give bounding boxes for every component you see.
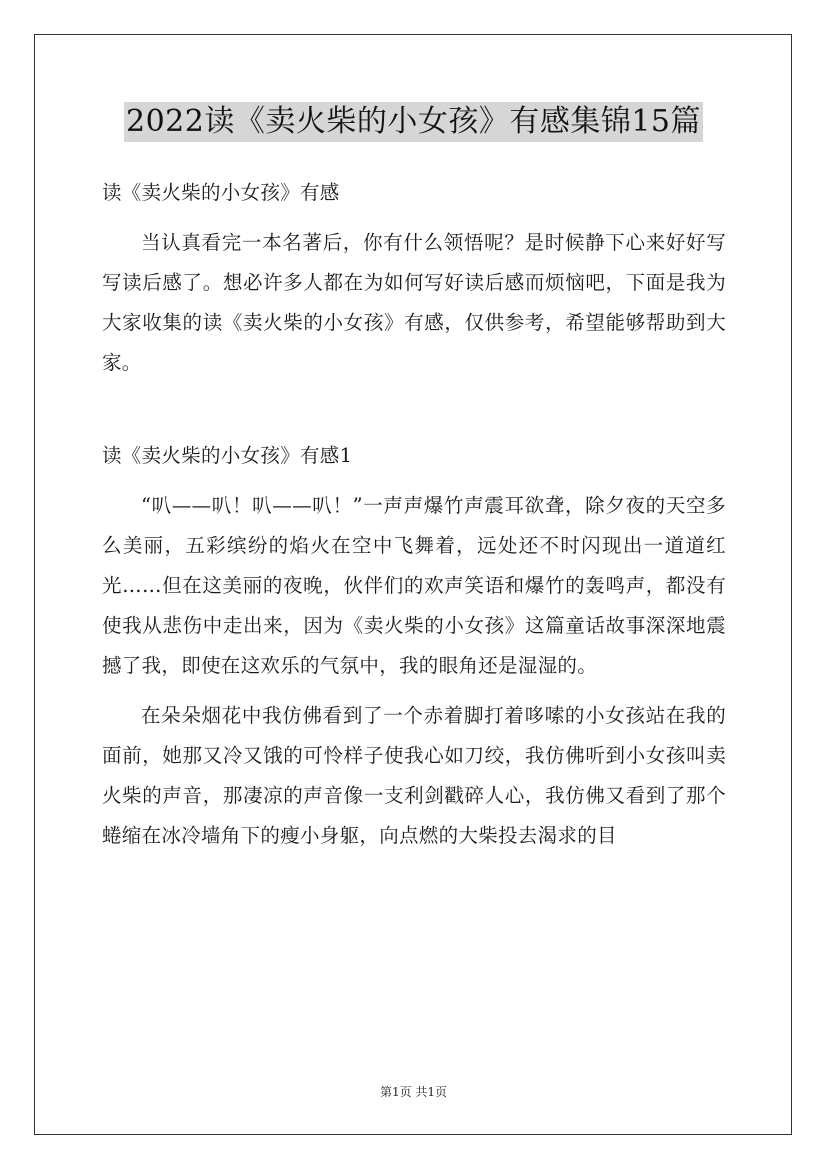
document-title: 2022读《卖火柴的小女孩》有感集锦15篇 xyxy=(124,102,703,142)
page-footer xyxy=(0,1083,827,1100)
section1-heading: 读《卖火柴的小女孩》有感1 xyxy=(102,444,353,467)
spacer xyxy=(102,213,726,223)
spacer xyxy=(102,686,726,696)
title-container xyxy=(0,102,827,142)
spacer xyxy=(102,383,726,436)
page-indicator: 第1页 共1页 xyxy=(379,1085,448,1099)
spacer xyxy=(102,476,726,486)
section1-paragraph-1: “叭——叭！叭——叭！”一声声爆竹声震耳欲聋，除夕夜的天空多么美丽，五彩缤纷的焰火在空中飞舞着，远处还不时闪现出一道道红光……但在这美丽的夜晚，伙伴们的欢声笑语和爆竹的轰鸣声，都没有使我从悲伤中走出来，因为《卖火柴的小女孩》这篇童话故事深深地震撼了我，即使在这欢乐的气氛中，我的眼角还是湿湿的。 xyxy=(102,494,726,677)
intro-paragraph: 当认真看完一本名著后，你有什么领悟呢？是时候静下心来好好写写读后感了。想必许多人都在为如何写好读后感而烦恼吧，下面是我为大家收集的读《卖火柴的小女孩》有感，仅供参考，希望能够帮助到大家。 xyxy=(102,231,726,374)
section1-paragraph-2: 在朵朵烟花中我仿佛看到了一个赤着脚打着哆嗦的小女孩站在我的面前，她那又冷又饿的可怜样子使我心如刀绞，我仿佛听到小女孩叫卖火柴的声音，那凄凉的声音像一支利剑戳碎人心，我仿佛又看到了那个蜷缩在冰冷墙角下的瘦小身躯，向点燃的大柴投去渴求的目 xyxy=(102,704,726,847)
intro-heading: 读《卖火柴的小女孩》有感 xyxy=(102,181,340,204)
document-body xyxy=(102,173,726,856)
